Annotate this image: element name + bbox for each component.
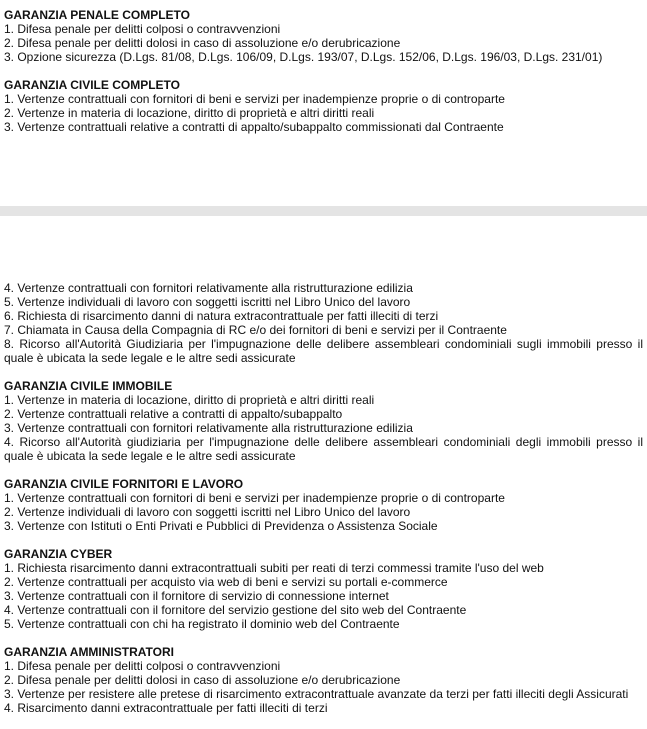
guarantee-section: [0, 8, 647, 64]
list-item: 4. Vertenze contrattuali con fornitori relativamente alla ristrutturazione edilizia: [4, 281, 413, 295]
list-item: 3. Vertenze contrattuali relative a contratti di appalto/subappalto commissionati dal Contraente: [4, 120, 504, 134]
list-item: 1. Difesa penale per delitti colposi o contravvenzioni: [4, 659, 281, 673]
list-item: 5. Vertenze contrattuali con chi ha registrato il dominio web del Contraente: [4, 617, 400, 631]
section-title: GARANZIA PENALE COMPLETO: [4, 8, 191, 22]
list-item: 2. Vertenze contrattuali relative a contratti di appalto/subappalto: [4, 407, 343, 421]
list-item: 2. Vertenze contrattuali per acquisto via web di beni e servizi su portali e-commerce: [4, 575, 448, 589]
section-title: GARANZIA CIVILE FORNITORI E LAVORO: [4, 477, 244, 491]
list-item: 1. Vertenze in materia di locazione, diritto di proprietà e altri diritti reali: [4, 393, 375, 407]
list-item: 2. Vertenze individuali di lavoro con soggetti iscritti nel Libro Unico del lavoro: [4, 505, 411, 519]
guarantee-section: [0, 477, 647, 533]
guarantee-section: [0, 547, 647, 631]
list-item: 2. Difesa penale per delitti dolosi in caso di assoluzione e/o derubricazione: [4, 673, 401, 687]
list-item: 3. Vertenze contrattuali con il fornitore di servizio di connessione internet: [4, 589, 389, 603]
section-title: GARANZIA CYBER: [4, 547, 113, 561]
list-item: 1. Difesa penale per delitti colposi o contravvenzioni: [4, 22, 281, 36]
list-item: 5. Vertenze individuali di lavoro con soggetti iscritti nel Libro Unico del lavoro: [4, 295, 411, 309]
list-item: 8. Ricorso all'Autorità Giudiziaria per l'impugnazione delle delibere assembleari condominiali sugli immobili presso il quale è ubicata la sede legale e le altre sedi assicurate: [4, 337, 643, 365]
guarantee-section: [0, 379, 647, 463]
list-item: 1. Vertenze contrattuali con fornitori di beni e servizi per inadempienze proprie o di controparte: [4, 92, 505, 106]
list-item: 4. Risarcimento danni extracontrattuale per fatti illeciti di terzi: [4, 701, 328, 715]
list-item: 3. Vertenze per resistere alle pretese di risarcimento extracontrattuale avanzate da terzi per fatti illeciti degli Assicurati: [4, 687, 629, 701]
list-item: 2. Vertenze in materia di locazione, diritto di proprietà e altri diritti reali: [4, 106, 375, 120]
document-page-2: [0, 281, 647, 729]
guarantee-section: [0, 281, 647, 365]
list-item: 3. Opzione sicurezza (D.Lgs. 81/08, D.Lgs. 106/09, D.Lgs. 193/07, D.Lgs. 152/06, D.Lgs. 196/03, D.Lgs. 231/01): [4, 50, 603, 64]
section-title: GARANZIA AMMINISTRATORI: [4, 645, 174, 659]
guarantee-section: [0, 645, 647, 715]
list-item: 7. Chiamata in Causa della Compagnia di RC e/o dei fornitori di beni e servizi per il Contraente: [4, 323, 507, 337]
list-item: 3. Vertenze contrattuali con fornitori relativamente alla ristrutturazione edilizia: [4, 421, 413, 435]
list-item: 1. Vertenze contrattuali con fornitori di beni e servizi per inadempienze proprie o di controparte: [4, 491, 505, 505]
list-item: 2. Difesa penale per delitti dolosi in caso di assoluzione e/o derubricazione: [4, 36, 401, 50]
list-item: 6. Richiesta di risarcimento danni di natura extracontrattuale per fatti illeciti di terzi: [4, 309, 439, 323]
section-title: GARANZIA CIVILE COMPLETO: [4, 78, 181, 92]
list-item: 3. Vertenze con Istituti o Enti Privati e Pubblici di Previdenza o Assistenza Sociale: [4, 519, 438, 533]
page-break-separator: [0, 206, 647, 216]
guarantee-section: [0, 78, 647, 134]
section-title: GARANZIA CIVILE IMMOBILE: [4, 379, 173, 393]
list-item: 4. Vertenze contrattuali con il fornitore del servizio gestione del sito web del Contraente: [4, 603, 467, 617]
list-item: 1. Richiesta risarcimento danni extracontrattuali subiti per reati di terzi commessi tramite l'uso del web: [4, 561, 544, 575]
list-item: 4. Ricorso all'Autorità giudiziaria per l'impugnazione delle delibere assembleari condominiali degli immobili presso il quale è ubicata la sede legale e le altre sedi assicurate: [4, 435, 643, 463]
document-page-1: [0, 8, 647, 148]
